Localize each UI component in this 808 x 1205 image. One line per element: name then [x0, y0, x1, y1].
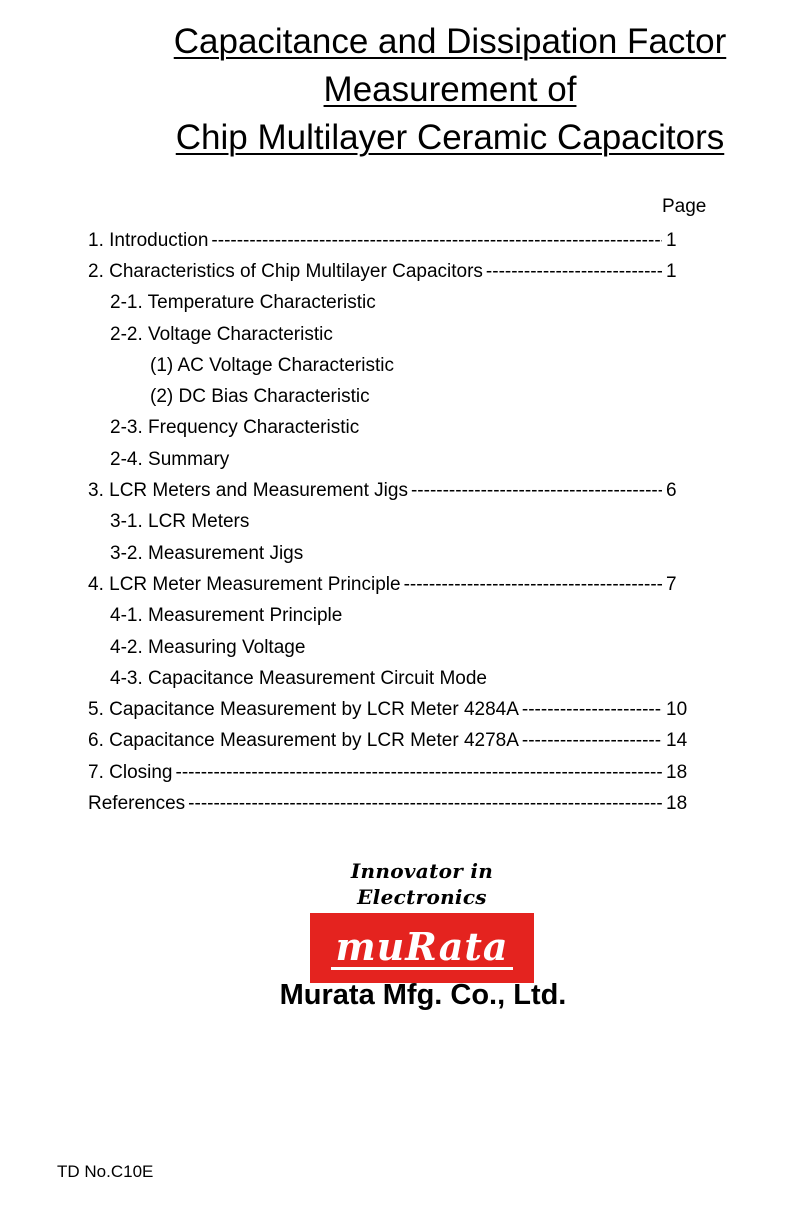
toc-entry-title: 1. Introduction	[88, 229, 209, 251]
toc-entry-title: 2-4. Summary	[110, 448, 230, 470]
toc-dot-leader	[486, 261, 662, 283]
title-line-2: Measurement of	[323, 70, 577, 109]
toc-entry-title: 4-2. Measuring Voltage	[110, 636, 306, 658]
toc-entry	[88, 475, 690, 506]
toc-entry-title: 2-2. Voltage Characteristic	[110, 323, 333, 345]
toc-entry-title: 2-1. Temperature Characteristic	[110, 292, 376, 314]
logo-wordmark: muRata	[331, 927, 512, 970]
toc-entry-title: 5. Capacitance Measurement by LCR Meter 4284A	[88, 699, 519, 721]
toc-entry-title: 2. Characteristics of Chip Multilayer Capacitors	[88, 260, 483, 282]
toc-entry	[88, 288, 690, 319]
toc-entry-page: 1	[666, 229, 677, 251]
toc-entry	[88, 381, 690, 412]
toc-entry	[88, 350, 690, 381]
toc-entry	[88, 632, 690, 663]
toc-entry	[88, 601, 690, 632]
toc-entry-page: 1	[666, 260, 677, 282]
toc-dot-leader	[411, 480, 662, 502]
toc-page-header: Page	[662, 196, 707, 217]
toc-entry-title: 4-3. Capacitance Measurement Circuit Mode	[110, 667, 488, 689]
company-name: Murata Mfg. Co., Ltd.	[279, 979, 567, 1011]
logo-red-box	[310, 913, 534, 983]
toc-entry	[88, 788, 690, 819]
toc-dot-leader	[404, 574, 662, 596]
toc-entry-page: 18	[666, 792, 688, 814]
toc-entry	[88, 507, 690, 538]
table-of-contents	[88, 225, 690, 820]
logo-tagline: Innovator in Electronics	[350, 859, 494, 909]
toc-entry-title: 3-1. LCR Meters	[110, 511, 250, 533]
toc-entry	[88, 538, 690, 569]
toc-entry-title: (1) AC Voltage Characteristic	[150, 354, 394, 376]
toc-entry	[88, 757, 690, 788]
toc-entry	[88, 663, 690, 694]
toc-entry-title: 4. LCR Meter Measurement Principle	[88, 573, 401, 595]
toc-entry	[88, 726, 690, 757]
toc-entry-page: 7	[666, 573, 677, 595]
toc-entry	[88, 694, 690, 725]
toc-entry-page: 18	[666, 761, 688, 783]
document-number: TD No.C10E	[57, 1162, 154, 1181]
toc-entry-page: 6	[666, 480, 677, 502]
toc-entry-title: 2-3. Frequency Characteristic	[110, 417, 360, 439]
toc-entry-page: 14	[666, 730, 688, 752]
toc-entry-title: 3-2. Measurement Jigs	[110, 542, 304, 564]
toc-entry-title: References	[88, 792, 186, 814]
title-line-3: Chip Multilayer Ceramic Capacitors	[175, 118, 725, 157]
toc-dot-leader	[176, 762, 663, 784]
document-title	[145, 18, 755, 162]
toc-entry-title: 7. Closing	[88, 761, 173, 783]
toc-dot-leader	[522, 730, 662, 752]
toc-entry-title: (2) DC Bias Characteristic	[150, 386, 370, 408]
toc-entry	[88, 569, 690, 600]
toc-dot-leader	[188, 793, 662, 815]
toc-entry	[88, 225, 690, 256]
toc-entry	[88, 444, 690, 475]
toc-entry	[88, 413, 690, 444]
toc-dot-leader	[522, 699, 662, 721]
toc-entry-title: 4-1. Measurement Principle	[110, 605, 343, 627]
toc-entry	[88, 319, 690, 350]
toc-entry-title: 3. LCR Meters and Measurement Jigs	[88, 480, 408, 502]
toc-entry-page: 10	[666, 699, 688, 721]
murata-logo	[306, 858, 538, 983]
title-line-1: Capacitance and Dissipation Factor	[173, 22, 727, 61]
toc-dot-leader	[211, 230, 662, 252]
toc-entry	[88, 256, 690, 287]
toc-entry-title: 6. Capacitance Measurement by LCR Meter 4278A	[88, 730, 519, 752]
